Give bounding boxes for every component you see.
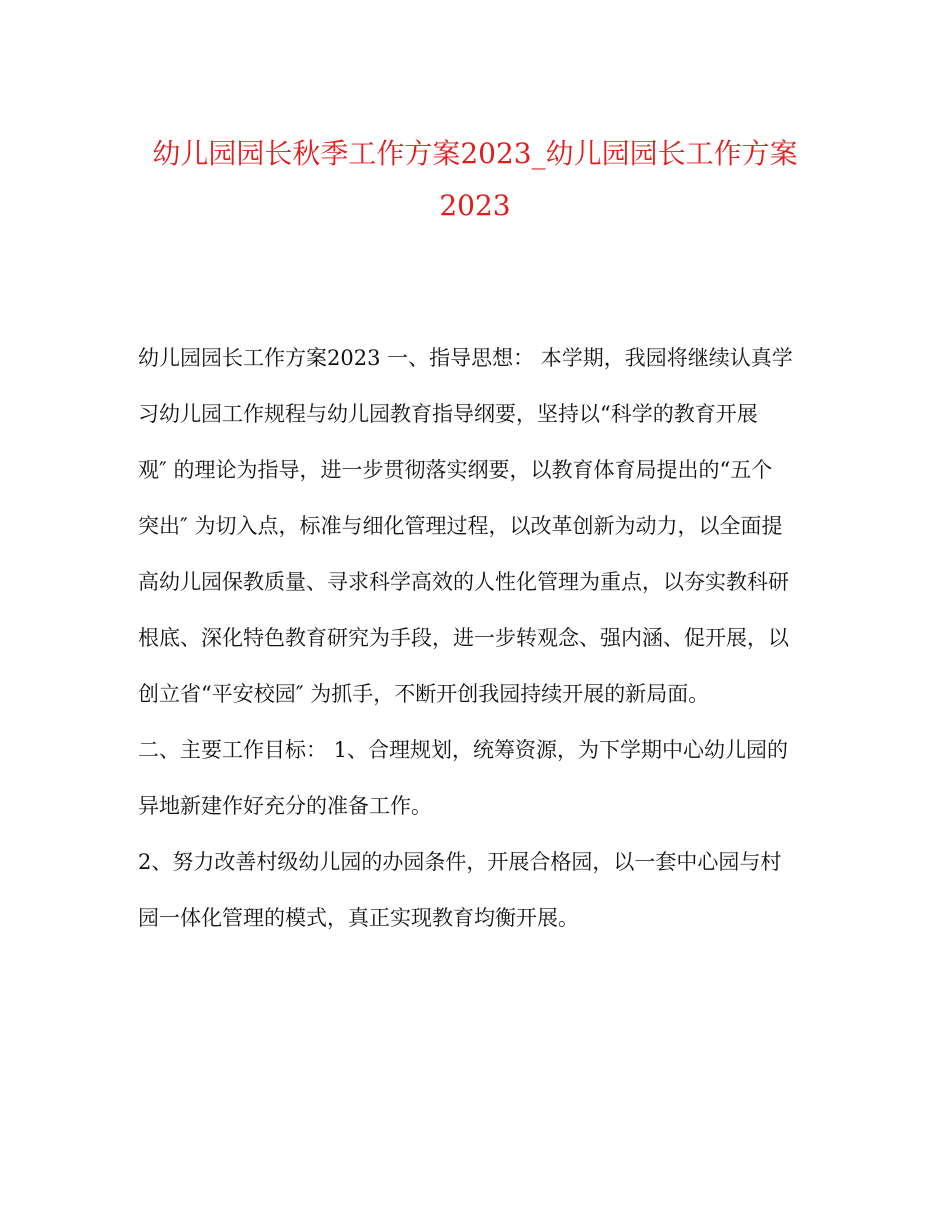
body-line: 园一体化管理的模式，真正实现教育均衡开展。 <box>138 906 579 930</box>
body-line: 异地新建作好充分的准备工作。 <box>138 794 432 818</box>
body-line: 幼儿园园长工作方案2023 一、指导思想： 本学期，我园将继续认真学 <box>138 346 793 370</box>
body-line: 二、主要工作目标： 1、合理规划，统筹资源，为下学期中心幼儿园的 <box>138 738 789 762</box>
document-body <box>138 330 828 946</box>
body-line: 习幼儿园工作规程与幼儿园教育指导纲要，坚持以“科学的教育开展 <box>138 402 758 426</box>
title-line: 2023 <box>439 189 511 222</box>
body-line: 根底、深化特色教育研究为手段，进一步转观念、强内涵、促开展，以 <box>138 626 789 650</box>
document-title <box>130 128 820 232</box>
body-line: 观″ 的理论为指导，进一步贯彻落实纲要，以教育体育局提出的“五个 <box>138 458 773 482</box>
body-line: 2、努力改善村级幼儿园的办园条件，开展合格园，以一套中心园与村 <box>138 850 782 874</box>
body-line: 高幼儿园保教质量、寻求科学高效的人性化管理为重点，以夯实教科研 <box>138 570 789 594</box>
title-line: 幼儿园园长秋季工作方案2023_幼儿园园长工作方案 <box>152 137 798 170</box>
body-line: 突出″ 为切入点，标准与细化管理过程，以改革创新为动力，以全面提 <box>138 514 783 538</box>
body-line: 创立省“平安校园″ 为抓手，不断开创我园持续开展的新局面。 <box>138 682 710 706</box>
